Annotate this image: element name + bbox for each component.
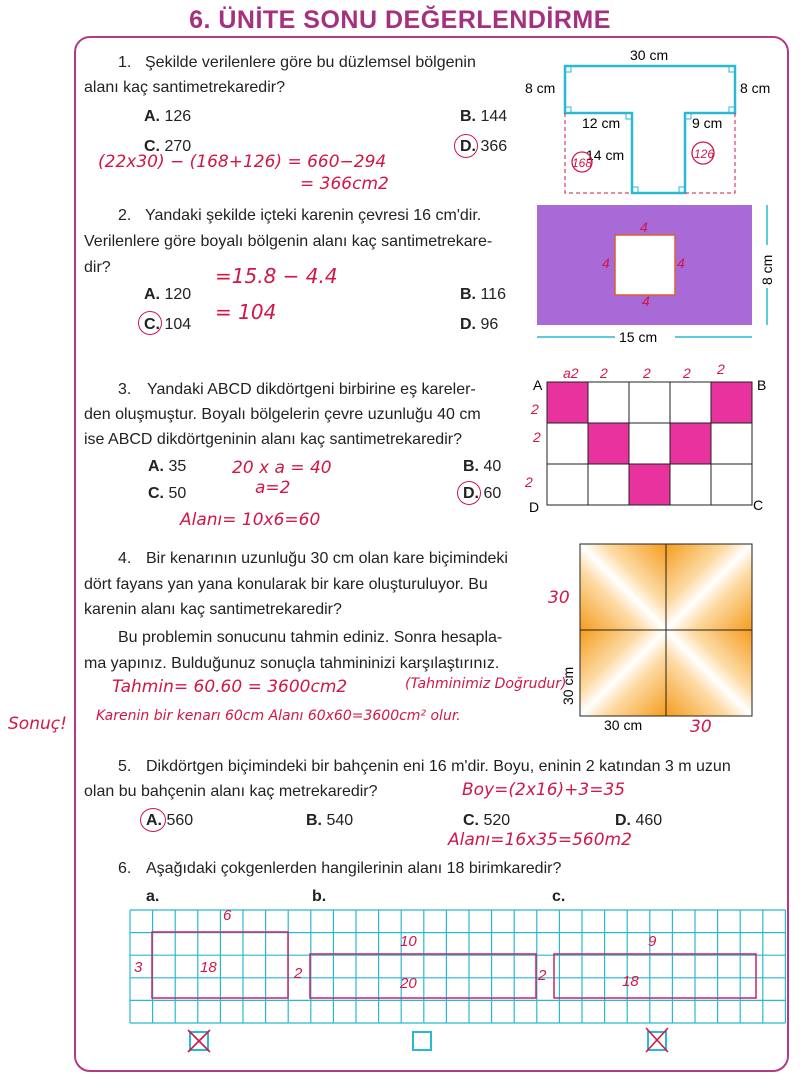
q1-fig-inner-right-label: 9 cm: [692, 115, 723, 131]
q3-option-b-value: 40: [483, 458, 502, 475]
q6-hw-c-width: 9: [648, 933, 657, 950]
q1-fig-top-label: 30 cm: [630, 47, 669, 63]
q3-corner-d: D: [529, 499, 540, 515]
q3-text-line3: ise ABCD dikdörtgeninin alanı kaç santimetrekaredir?: [84, 431, 462, 448]
q3-hw-top-5: 2: [717, 361, 725, 377]
q2-hw-side-left: 4: [602, 255, 610, 271]
q5-option-c[interactable]: C. 520: [463, 812, 511, 829]
q3-cell: [588, 464, 629, 505]
q4-number: 4.: [118, 550, 132, 567]
q3-shaded-cell: [629, 464, 670, 505]
q3-handwriting-line3: Alanı= 10x6=60: [180, 510, 321, 530]
q3-hw-top-1: a2: [563, 365, 579, 381]
q3-option-c[interactable]: C. 50: [148, 485, 187, 502]
q6-hw-a-width: 6: [223, 907, 232, 924]
q6-text: Aşağıdaki çokgenlerden hangilerinin alanı 18 birimkaredir?: [146, 860, 562, 877]
q2-text-line3: dir?: [84, 259, 111, 276]
q1-handwriting-line2: = 366cm2: [300, 174, 389, 194]
q5-text-line2: olan bu bahçenin alanı kaç metrekaredir?: [84, 783, 378, 800]
page-title: 6. ÜNİTE SONU DEĞERLENDİRME: [189, 6, 611, 34]
q1-option-a-value: 126: [164, 108, 192, 125]
q2-text-line2: Verilenlere göre boyalı bölgenin alanı kaç santimetrekare-: [84, 233, 493, 250]
q5-option-c-value: 520: [483, 812, 511, 829]
q3-hw-side-2: 2: [533, 429, 541, 445]
q6-hw-c-area: 18: [622, 973, 639, 990]
q3-hw-top-4: 2: [683, 365, 691, 381]
q6-hw-a-height: 3: [134, 959, 143, 976]
q1-text-line2: alanı kaç santimetrekaredir?: [84, 79, 285, 96]
q3-cell: [588, 382, 629, 423]
q3-cell: [629, 423, 670, 464]
q6-hw-b-height: 2: [294, 965, 303, 982]
q6-hw-c-height: 2: [538, 967, 547, 984]
q3-cell: [711, 464, 752, 505]
q4-fig-bottom-label: 30 cm: [604, 717, 643, 733]
q1-fig-stem-label: 14 cm: [586, 147, 625, 163]
q4-text-line3: karenin alanı kaç santimetrekaredir?: [84, 601, 342, 618]
q4-handwriting-margin: Sonuç!: [8, 714, 67, 734]
q3-text-line1: Yandaki ABCD dikdörtgeni birbirine eş kareler-: [147, 381, 476, 398]
q1-number: 1.: [118, 54, 132, 71]
q6-label-a: a.: [146, 888, 160, 905]
q6-shape-b: [310, 954, 536, 998]
q2-option-c[interactable]: C. 104: [144, 316, 192, 333]
q5-option-b-value: 540: [326, 812, 354, 829]
q4-tile-4: [666, 630, 752, 716]
q2-hw-side-bottom: 4: [642, 293, 650, 309]
q4-handwriting-line2: Karenin bir kenarı 60cm Alanı 60x60=3600cm² olur.: [96, 708, 461, 724]
q3-option-a[interactable]: A. 35: [148, 458, 187, 475]
q1-option-d[interactable]: D. 366: [460, 138, 508, 155]
q3-option-c-value: 50: [168, 485, 187, 502]
q2-option-a-value: 120: [164, 286, 192, 303]
q5-option-a[interactable]: A. 560: [146, 812, 194, 829]
q2-option-d[interactable]: D. 96: [460, 316, 499, 333]
q5-option-b[interactable]: B. 540: [306, 812, 354, 829]
q4-tile-3: [580, 630, 666, 716]
q4-text-line5: ma yapınız. Bulduğunuz sonuçla tahmininizi karşılaştırınız.: [84, 655, 500, 672]
q3-cell: [629, 382, 670, 423]
q6-label-b: b.: [312, 888, 327, 905]
q2-hw-side-top: 4: [640, 219, 648, 235]
q4-fig-side-label: 30 cm: [560, 666, 576, 705]
q5-handwriting-line2: Alanı=16x35=560m2: [448, 830, 632, 850]
q3-corner-a: A: [533, 377, 543, 393]
q3-hw-top-2: 2: [600, 365, 608, 381]
q3-cell: [670, 382, 711, 423]
q2-option-b[interactable]: B. 116: [460, 286, 506, 303]
q1-option-c-value: 270: [164, 138, 192, 155]
q3-shaded-cell: [670, 423, 711, 464]
q6-label-c: c.: [552, 888, 566, 905]
q3-number: 3.: [118, 381, 132, 398]
q2-number: 2.: [118, 207, 132, 224]
q5-option-d-value: 460: [635, 812, 663, 829]
q3-cell: [711, 423, 752, 464]
q3-hw-side-1: 2: [531, 401, 539, 417]
q2-handwriting-line1: =15.8 − 4.4: [215, 264, 338, 288]
q3-corner-c: C: [753, 497, 764, 513]
q4-text-line1: Bir kenarının uzunluğu 30 cm olan kare biçimindeki: [146, 550, 508, 567]
q5-answer-circle: [140, 808, 166, 832]
q4-handwriting-note: (Tahminimiz Doğrudur): [405, 676, 567, 692]
q5-option-d[interactable]: D. 460: [615, 812, 663, 829]
q3-answer-circle: [457, 481, 481, 505]
q1-answer-circle: [454, 134, 478, 158]
q5-handwriting-line1: Boy=(2x16)+3=35: [462, 780, 626, 800]
q3-cell: [547, 464, 588, 505]
q3-cell: [547, 423, 588, 464]
q3-hw-side-3: 2: [525, 474, 533, 490]
q2-option-a[interactable]: A. 120: [144, 286, 192, 303]
q1-t-shape-figure: [525, 47, 780, 198]
q6-checkbox-c: [646, 1028, 668, 1052]
q3-corner-b: B: [757, 377, 767, 393]
q3-handwriting-line2: a=2: [255, 478, 291, 498]
q2-fig-width-label: 15 cm: [619, 329, 658, 345]
q3-shaded-cell: [547, 382, 588, 423]
q2-option-d-value: 96: [480, 316, 499, 333]
q3-grid-figure: [525, 362, 775, 522]
q6-checkbox-a: [188, 1030, 210, 1052]
q4-handwriting-bottom: 30: [690, 717, 712, 737]
q4-text-line2: dört fayans yan yana konularak bir kare oluşturuluyor. Bu: [84, 576, 488, 593]
q1-option-b[interactable]: B. 144: [460, 108, 508, 125]
q4-tile-1: [580, 544, 666, 630]
q1-text-line1: Şekilde verilenlere göre bu düzlemsel bölgenin: [145, 54, 476, 71]
q1-fig-hw-right: 126: [694, 147, 715, 161]
q3-text-line2: den oluşmuştur. Boyalı bölgelerin çevre uzunluğu 40 cm: [84, 406, 481, 423]
q1-option-c[interactable]: C. 270: [144, 138, 192, 155]
q6-hw-a-area: 18: [200, 959, 217, 976]
q3-shaded-cell: [588, 423, 629, 464]
q5-option-a-value: 560: [166, 812, 194, 829]
q2-rectangle-figure: [530, 200, 790, 350]
q6-hw-b-area: 20: [400, 975, 417, 992]
q2-text-line1: Yandaki şekilde içteki karenin çevresi 16 cm'dir.: [145, 207, 482, 224]
q2-answer-circle: [138, 311, 162, 335]
q3-option-b[interactable]: B. 40: [463, 458, 502, 475]
q2-option-c-value: 104: [164, 316, 192, 333]
q3-option-a-value: 35: [168, 458, 187, 475]
q1-fig-left-label: 8 cm: [525, 80, 556, 96]
q2-hw-side-right: 4: [677, 255, 685, 271]
q6-grid-figure: [120, 900, 790, 1070]
q1-fig-inner-left-label: 12 cm: [582, 115, 621, 131]
q1-option-a[interactable]: A. 126: [144, 108, 192, 125]
q4-text-line4: Bu problemin sonucunu tahmin ediniz. Sonra hesapla-: [118, 629, 503, 646]
q3-shaded-cell: [711, 382, 752, 423]
q6-number: 6.: [118, 860, 132, 877]
q5-text-line1: Dikdörtgen biçimindeki bir bahçenin eni 16 m'dir. Boyu, eninin 2 katından 3 m uzun: [146, 758, 731, 775]
q6-shape-c: [554, 954, 756, 998]
q3-option-d[interactable]: D. 60: [463, 485, 502, 502]
q3-option-d-value: 60: [483, 485, 502, 502]
q4-handwriting-left: 30: [548, 588, 570, 608]
q4-tile-2: [666, 544, 752, 630]
q2-fig-height-label: 8 cm: [759, 254, 775, 285]
q6-checkbox-b: [413, 1032, 431, 1050]
q1-fig-hw-left: 168: [572, 156, 593, 170]
q1-fig-right-label: 8 cm: [740, 80, 771, 96]
q4-tile-figure: [540, 540, 760, 740]
q5-number: 5.: [118, 758, 132, 775]
q1-option-b-value: 144: [480, 108, 508, 125]
q6-hw-b-width: 10: [400, 933, 417, 950]
q1-option-d-value: 366: [480, 138, 508, 155]
q4-handwriting-line1: Tahmin= 60.60 = 3600cm2: [112, 677, 348, 697]
q2-option-b-value: 116: [480, 286, 506, 303]
q3-cell: [670, 464, 711, 505]
q1-handwriting-line1: (22x30) − (168+126) = 660−294: [98, 152, 387, 172]
q3-hw-top-3: 2: [643, 365, 651, 381]
q2-handwriting-line2: = 104: [215, 300, 277, 324]
q3-handwriting-line1: 20 x a = 40: [232, 458, 332, 478]
